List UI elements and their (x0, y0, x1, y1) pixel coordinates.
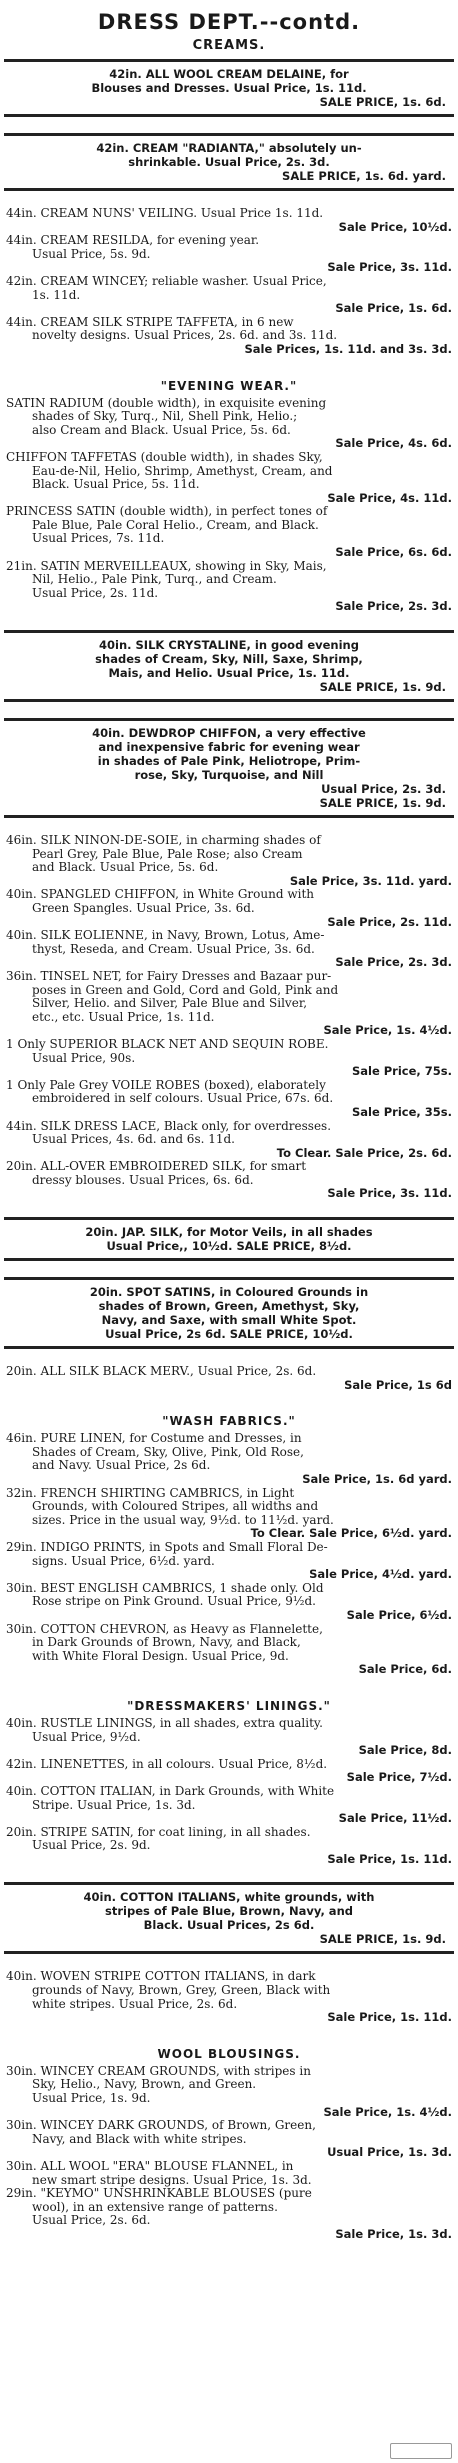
product-text: 40in. WOVEN STRIPE COTTON ITALIANS, in dark (6, 1969, 316, 1984)
product-text: 46in. SILK NINON-DE-SOIE, in charming shades of (6, 833, 321, 848)
product-entry (0, 1758, 458, 1785)
sale-price: To Clear. Sale Price, 6½d. yard. (250, 1526, 452, 1541)
sale-price: SALE PRICE, 1s. 6d. (319, 95, 446, 109)
product-text: 29in. INDIGO PRINTS, in Spots and Small Floral De- (6, 1540, 328, 1554)
product-text: dressy blouses. Usual Prices, 6s. 6d. (32, 1172, 254, 1187)
product-entry (0, 1541, 458, 1582)
sale-price: Sale Price, 3s. 11d. (327, 260, 452, 275)
product-text: shades of Sky, Turq., Nil, Shell Pink, Helio.; (32, 409, 298, 424)
sale-price: Sale Price, 1s. 4½d. (323, 2104, 452, 2119)
sale-price: Sale Price, 6d. (358, 1662, 452, 1677)
product-text: Black. Usual Price, 5s. 11d. (32, 477, 200, 492)
product-entry (0, 316, 458, 357)
product-text: 40in. SILK EOLIENNE, in Navy, Brown, Lotus, Ame- (6, 928, 325, 943)
product-text: etc., etc. Usual Price, 1s. 11d. (32, 1009, 215, 1024)
product-entry (0, 1160, 458, 1201)
spacer (0, 191, 458, 207)
product-text: 44in. CREAM RESILDA, for evening year. (6, 233, 260, 248)
product-text: 29in. "KEYMO" UNSHRINKABLE BLOUSES (pure (6, 2186, 312, 2201)
advert-line: Usual Price,, 10½d. SALE PRICE, 8½d. (106, 1239, 352, 1254)
section-heading: "DRESSMAKERS' LININGS." (127, 1698, 331, 1713)
product-entry (0, 451, 458, 505)
product-text: poses in Green and Gold, Cord and Gold, Pink and (32, 982, 339, 997)
product-text: 30in. ALL WOOL "ERA" BLOUSE FLANNEL, in (6, 2159, 294, 2173)
advert-line: 20in. JAP. SILK, for Motor Veils, in all shades (85, 1225, 373, 1240)
boxed-advert (4, 1217, 454, 1261)
boxed-advert (4, 1882, 454, 1954)
product-text: 36in. TINSEL NET, for Fairy Dresses and Bazaar pur- (6, 968, 332, 983)
page-title: DRESS DEPT.--contd. (97, 10, 361, 34)
product-text: 44in. CREAM SILK STRIPE TAFFETA, in 6 new (6, 314, 294, 329)
product-text: in Dark Grounds of Brown, Navy, and Black, (32, 1635, 301, 1650)
advert-line: Blouses and Dresses. Usual Price, 1s. 11d. (91, 81, 367, 95)
product-text: Green Spangles. Usual Price, 3s. 6d. (32, 901, 255, 915)
sale-price: Sale Price, 2s. 11d. (327, 914, 452, 929)
product-entry (0, 2065, 458, 2119)
section-heading: "WASH FABRICS." (162, 1414, 296, 1429)
sale-price: Sale Price, 2s. 3d. (335, 955, 452, 970)
boxed-advert (4, 133, 454, 191)
product-text: Usual Prices, 4s. 6d. and 6s. 11d. (32, 1132, 235, 1147)
spacer (0, 614, 458, 630)
product-entry (0, 834, 458, 888)
sale-price: Sale Price, 2s. 3d. (335, 599, 452, 614)
boxed-advert (4, 630, 454, 702)
advert-line: and inexpensive fabric for evening wear (98, 740, 360, 755)
product-entry (0, 970, 458, 1038)
sale-price: Usual Price, 2s. 3d. (321, 782, 446, 797)
spacer (0, 117, 458, 133)
product-text: Eau-de-Nil, Helio, Shrimp, Amethyst, Cream, and (32, 463, 333, 478)
product-text: Usual Prices, 7s. 11d. (32, 531, 165, 546)
advert-line: Mais, and Helio. Usual Price, 1s. 11d. (108, 666, 350, 681)
product-entry (0, 1038, 458, 1079)
advert-line: Black. Usual Prices, 2s 6d. (143, 1918, 315, 1933)
product-text: Shades of Cream, Sky, Olive, Pink, Old Rose, (32, 1444, 304, 1459)
product-entry (0, 560, 458, 614)
product-text: Usual Price, 2s. 6d. (32, 2213, 151, 2228)
sale-price: Sale Prices, 1s. 11d. and 3s. 3d. (244, 341, 452, 356)
spacer (0, 1866, 458, 1882)
sale-price: Sale Price, 35s. (351, 1104, 452, 1119)
spacer (0, 1954, 458, 1970)
sale-price: Sale Price, 4s. 6d. (335, 436, 452, 451)
section-heading: "EVENING WEAR." (160, 378, 298, 393)
product-text: 1s. 11d. (32, 287, 81, 302)
sale-price: Usual Price, 1s. 3d. (327, 2145, 452, 2160)
listing-content (0, 59, 458, 2258)
product-entry (0, 1079, 458, 1120)
product-entry (0, 2160, 458, 2187)
advert-line: 42in. ALL WOOL CREAM DELAINE, for (109, 67, 349, 81)
product-text: Pale Blue, Pale Coral Helio., Cream, and Black. (32, 517, 319, 532)
spacer (0, 357, 458, 373)
spacer (0, 2025, 458, 2041)
product-entry (0, 1487, 458, 1541)
product-entry (0, 929, 458, 970)
product-entry (0, 1365, 458, 1392)
section-subtitle: CREAMS. (192, 38, 266, 53)
sale-price: To Clear. Sale Price, 2s. 6d. (276, 1145, 452, 1160)
product-text: 40in. SPANGLED CHIFFON, in White Ground with (6, 887, 314, 902)
product-text: white stripes. Usual Price, 2s. 6d. (32, 1996, 238, 2011)
sale-price: SALE PRICE, 1s. 9d. (319, 796, 446, 811)
product-text: PRINCESS SATIN (double width), in perfect tones of (6, 504, 328, 519)
product-text: grounds of Navy, Brown, Grey, Green, Black with (32, 1983, 331, 1998)
product-text: also Cream and Black. Usual Price, 5s. 6d. (32, 422, 291, 437)
sale-price: Sale Price, 1s 6d (344, 1377, 452, 1392)
product-text: Grounds, with Coloured Stripes, all widths and (32, 1499, 319, 1514)
product-entry (0, 1970, 458, 2024)
sale-price: Sale Price, 4½d. yard. (309, 1567, 452, 1582)
product-entry (0, 2119, 458, 2160)
product-entry (0, 1623, 458, 1677)
product-entry (0, 1432, 458, 1486)
product-entry (0, 1120, 458, 1161)
sale-price: Sale Price, 1s. 6d yard. (302, 1472, 452, 1487)
advert-line: shades of Cream, Sky, Nill, Saxe, Shrimp, (95, 652, 363, 667)
product-text: embroidered in self colours. Usual Price, 67s. 6d. (32, 1091, 334, 1106)
sale-price: Sale Price, 1s. 11d. (327, 1851, 452, 1866)
product-text: 30in. WINCEY CREAM GROUNDS, with stripes in (6, 2063, 311, 2078)
advert-line: 42in. CREAM "RADIANTA," absolutely un- (96, 141, 362, 155)
sale-price: Sale Price, 8d. (358, 1743, 452, 1758)
product-text: 21in. SATIN MERVEILLEAUX, showing in Sky, Mais, (6, 558, 327, 573)
boxed-advert (4, 718, 454, 818)
product-text: thyst, Reseda, and Cream. Usual Price, 3s. 6d. (32, 941, 315, 956)
product-text: novelty designs. Usual Prices, 2s. 6d. and 3s. 11d. (32, 328, 338, 343)
product-entry (0, 1717, 458, 1758)
advert-line: Navy, and Saxe, with small White Spot. (101, 1313, 357, 1328)
spacer (0, 1677, 458, 1693)
sale-price: Sale Price, 7½d. (346, 1770, 452, 1785)
advert-line: 40in. DEWDROP CHIFFON, a very effective (92, 726, 366, 741)
advert-line: Usual Price, 2s 6d. SALE PRICE, 10½d. (105, 1327, 353, 1342)
spacer (0, 1261, 458, 1277)
product-text: Pearl Grey, Pale Blue, Pale Rose; also Cream (32, 846, 303, 861)
product-text: Sky, Helio., Navy, Brown, and Green. (32, 2077, 257, 2092)
sale-price: SALE PRICE, 1s. 6d. yard. (282, 169, 446, 183)
sale-price: Sale Price, 1s. 4½d. (323, 1023, 452, 1038)
product-entry (0, 1826, 458, 1867)
product-entry (0, 1785, 458, 1826)
sale-price: Sale Price, 1s. 3d. (335, 2226, 452, 2241)
sale-price: Sale Price, 1s. 6d. (335, 301, 452, 316)
product-text: 30in. COTTON CHEVRON, as Heavy as Flannelette, (6, 1621, 323, 1636)
product-text: and Black. Usual Price, 5s. 6d. (32, 860, 219, 875)
product-text: 20in. ALL-OVER EMBROIDERED SILK, for smart (6, 1159, 307, 1174)
product-text: 30in. BEST ENGLISH CAMBRICS, 1 shade only. Old (6, 1580, 324, 1595)
product-text: 42in. CREAM WINCEY; reliable washer. Usual Price, (6, 273, 327, 288)
sale-price: Sale Price, 1s. 11d. (327, 2010, 452, 2025)
advert-line: shades of Brown, Green, Amethyst, Sky, (98, 1299, 360, 1314)
spacer (0, 1201, 458, 1217)
sale-price: Sale Price, 3s. 11d. yard. (289, 873, 452, 888)
boxed-advert (4, 59, 454, 117)
product-text: 42in. LINENETTES, in all colours. Usual Price, 8½d. (6, 1756, 328, 1771)
product-text: Usual Price, 1s. 9d. (32, 2091, 151, 2106)
product-text: Usual Price, 5s. 9d. (32, 246, 151, 261)
product-text: signs. Usual Price, 6½d. yard. (32, 1553, 215, 1568)
product-text: 46in. PURE LINEN, for Costume and Dresses, in (6, 1431, 302, 1446)
product-entry (0, 888, 458, 929)
product-text: Nil, Helio., Pale Pink, Turq., and Cream. (32, 572, 277, 587)
product-text: 32in. FRENCH SHIRTING CAMBRICS, in Light (6, 1485, 295, 1500)
sale-price: Sale Price, 3s. 11d. (327, 1186, 452, 1201)
product-entry (0, 505, 458, 559)
spacer (0, 702, 458, 718)
section-heading: WOOL BLOUSINGS. (157, 2046, 301, 2061)
sale-price: Sale Price, 4s. 11d. (327, 490, 452, 505)
spacer (0, 818, 458, 834)
product-text: sizes. Price in the usual way, 9½d. to 11½d. yard. (32, 1512, 334, 1527)
product-text: Usual Price, 2s. 11d. (32, 585, 159, 600)
product-text: 1 Only Pale Grey VOILE ROBES (boxed), elaborately (6, 1077, 326, 1092)
product-text: Usual Price, 2s. 9d. (32, 1838, 151, 1853)
advert-line: shrinkable. Usual Price, 2s. 3d. (128, 155, 330, 169)
sale-price: Sale Price, 6s. 6d. (335, 545, 452, 560)
product-text: 30in. WINCEY DARK GROUNDS, of Brown, Green, (6, 2118, 316, 2133)
advert-line: 40in. COTTON ITALIANS, white grounds, with (83, 1890, 375, 1905)
product-text: Usual Price, 90s. (32, 1050, 136, 1065)
product-text: new smart stripe designs. Usual Price, 1s. 3d. (32, 2172, 312, 2187)
product-text: Rose stripe on Pink Ground. Usual Price, 9½d. (32, 1594, 316, 1609)
product-text: 1 Only SUPERIOR BLACK NET AND SEQUIN ROBE. (6, 1036, 329, 1051)
product-text: 40in. COTTON ITALIAN, in Dark Grounds, with White (6, 1783, 335, 1798)
sale-price: Sale Price, 10½d. (338, 219, 452, 234)
boxed-advert (4, 1277, 454, 1349)
product-text: Stripe. Usual Price, 1s. 3d. (32, 1797, 196, 1812)
sale-price: Sale Price, 75s. (351, 1064, 452, 1079)
product-entry (0, 275, 458, 316)
product-text: Silver, Helio. and Silver, Pale Blue and Silver, (32, 996, 308, 1011)
product-entry (0, 207, 458, 234)
product-text: 20in. ALL SILK BLACK MERV., Usual Price, 2s. 6d. (6, 1364, 317, 1379)
product-text: CHIFFON TAFFETAS (double width), in shades Sky, (6, 449, 323, 464)
product-text: with White Floral Design. Usual Price, 9d. (32, 1648, 289, 1663)
sale-price: Sale Price, 6½d. (346, 1607, 452, 1622)
product-text: Navy, and Black with white stripes. (32, 2131, 247, 2146)
advert-line: stripes of Pale Blue, Brown, Navy, and (105, 1904, 353, 1919)
product-text: wool), in an extensive range of patterns. (32, 2199, 278, 2214)
spacer (0, 1349, 458, 1365)
product-text: 44in. SILK DRESS LACE, Black only, for overdresses. (6, 1118, 332, 1133)
spacer (0, 2242, 458, 2258)
product-text: Usual Price, 9½d. (32, 1729, 141, 1744)
sale-price: SALE PRICE, 1s. 9d. (319, 680, 446, 695)
advert-line: in shades of Pale Pink, Heliotrope, Prim- (97, 754, 361, 769)
product-text: 20in. STRIPE SATIN, for coat lining, in all shades. (6, 1824, 311, 1839)
advert-line: 20in. SPOT SATINS, in Coloured Grounds in (89, 1285, 369, 1300)
product-text: 40in. RUSTLE LININGS, in all shades, extra quality. (6, 1715, 323, 1730)
sale-price: SALE PRICE, 1s. 9d. (319, 1932, 446, 1947)
advert-line: rose, Sky, Turquoise, and Nill (134, 768, 324, 783)
product-entry (0, 397, 458, 451)
product-entry (0, 1582, 458, 1623)
stamp-mark (390, 2443, 452, 2459)
product-text: 44in. CREAM NUNS' VEILING. Usual Price 1s. 11d. (6, 206, 324, 220)
advert-line: 40in. SILK CRYSTALINE, in good evening (99, 638, 359, 653)
sale-price: Sale Price, 11½d. (338, 1811, 452, 1826)
product-entry (0, 2187, 458, 2241)
product-text: SATIN RADIUM (double width), in exquisite evening (6, 395, 327, 410)
product-text: and Navy. Usual Price, 2s 6d. (32, 1458, 211, 1473)
product-entry (0, 234, 458, 275)
spacer (0, 1392, 458, 1408)
